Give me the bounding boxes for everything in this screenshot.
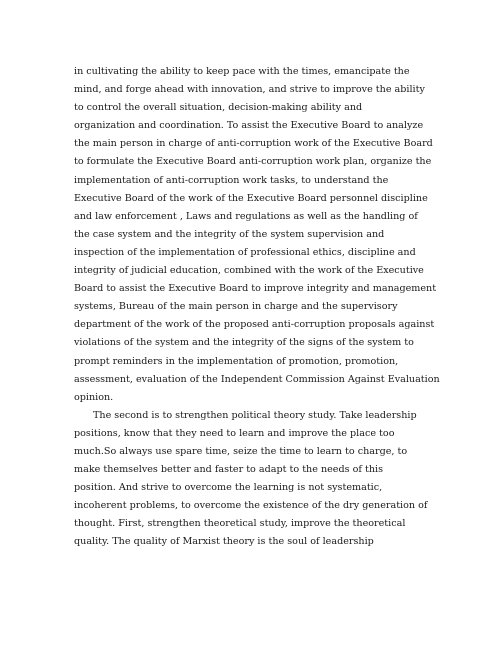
- text-line: implementation of anti-corruption work tasks, to understand the: [74, 174, 389, 186]
- paragraph-2: [74, 407, 434, 552]
- body-text: [74, 63, 440, 552]
- text-line: The second is to strengthen political theory study. Take leadership: [93, 409, 417, 421]
- text-line: organization and coordination. To assist the Executive Board to analyze: [74, 120, 424, 132]
- text-line: positions, know that they need to learn and improve the place too: [74, 427, 395, 439]
- text-line: the case system and the integrity of the system supervision and: [74, 228, 385, 240]
- text-line: opinion.: [74, 391, 114, 403]
- text-line: to formulate the Executive Board anti-corruption work plan, organize the: [74, 156, 432, 168]
- text-line: incoherent problems, to overcome the existence of the dry generation of: [74, 500, 428, 512]
- text-line: thought. First, strengthen theoretical study, improve the theoretical: [74, 518, 406, 530]
- text-line: and law enforcement , Laws and regulations as well as the handling of: [74, 210, 418, 222]
- text-line: integrity of judicial education, combined with the work of the Executive: [74, 265, 424, 277]
- text-line: systems, Bureau of the main person in charge and the supervisory: [74, 301, 398, 313]
- text-line: Executive Board of the work of the Executive Board personnel discipline: [74, 192, 428, 204]
- text-line: position. And strive to overcome the learning is not systematic,: [74, 482, 383, 494]
- text-line: to control the overall situation, decision-making ability and: [74, 102, 363, 114]
- paragraph-1: [74, 63, 440, 407]
- text-line: mind, and forge ahead with innovation, and strive to improve the ability: [74, 84, 425, 96]
- text-line: in cultivating the ability to keep pace with the times, emancipate the: [74, 66, 410, 77]
- text-line: Board to assist the Executive Board to improve integrity and management: [74, 283, 437, 295]
- text-line: inspection of the implementation of professional ethics, discipline and: [74, 246, 416, 258]
- text-line: prompt reminders in the implementation of promotion, promotion,: [74, 355, 399, 367]
- text-line: violations of the system and the integrity of the signs of the system to: [74, 337, 414, 349]
- text-line: quality. The quality of Marxist theory is the soul of leadership: [74, 536, 374, 548]
- text-line: assessment, evaluation of the Independent Commission Against Evaluation: [74, 373, 440, 385]
- text-line: make themselves better and faster to adapt to the needs of this: [74, 464, 384, 476]
- text-line: much.So always use spare time, seize the time to learn to charge, to: [74, 445, 408, 457]
- text-line: department of the work of the proposed anti-corruption proposals against: [74, 319, 435, 331]
- text-line: the main person in charge of anti-corruption work of the Executive Board: [74, 138, 433, 150]
